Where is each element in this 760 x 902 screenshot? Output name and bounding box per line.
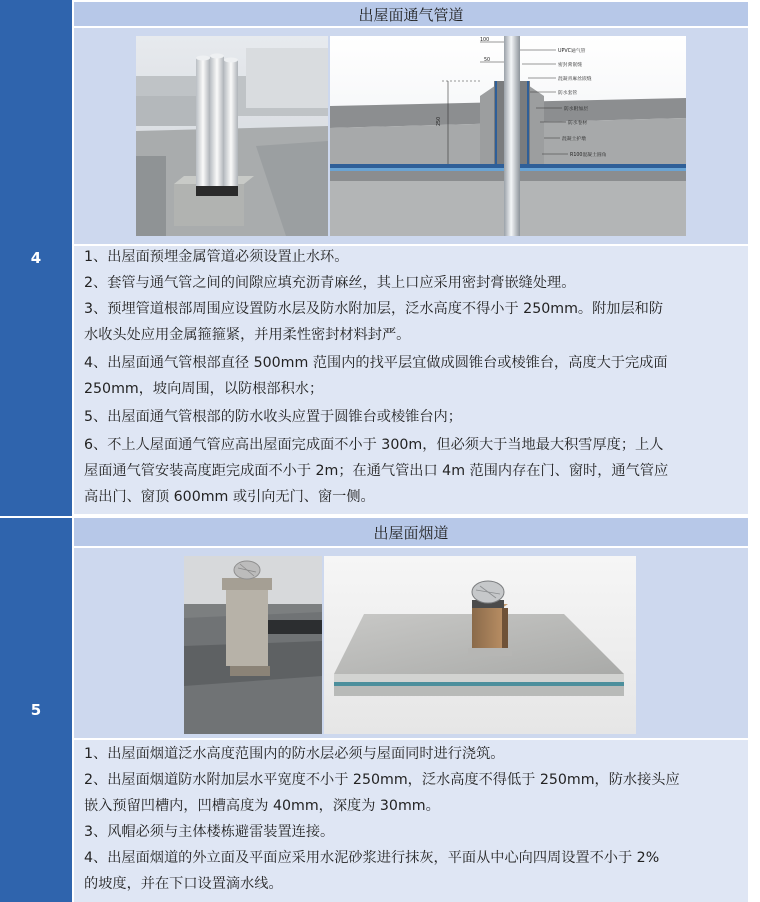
spec-text bbox=[74, 246, 748, 514]
spec-line: 2、套管与通气管之间的间隙应填充沥青麻丝，其上口应采用密封膏嵌缝处理。 bbox=[84, 275, 576, 291]
section-content bbox=[74, 0, 748, 516]
spec-line: 嵌入预留凹槽内，凹槽高度为 40mm，深度为 30mm。 bbox=[84, 798, 440, 814]
spec-line: 250mm，坡向周围，以防根部积水； bbox=[84, 381, 324, 397]
spec-line: 3、预埋管道根部周围应设置防水层及防水附加层，泛水高度不得小于 250mm。附加层和防 bbox=[84, 301, 664, 317]
dim-250: 250 bbox=[437, 116, 442, 126]
vent-pipe-section-diagram bbox=[330, 36, 686, 236]
spec-line: 高出门、窗顶 600mm 或引向无门、窗一侧。 bbox=[84, 489, 375, 505]
spec-line: 屋面通气管安装高度距完成面不小于 2m；在通气管出口 4m 范围内存在门、窗时，通气管应 bbox=[84, 463, 669, 479]
dim-50: 50 bbox=[484, 58, 491, 63]
vent-pipe-photo bbox=[136, 36, 328, 236]
spec-line: 5、出屋面通气管根部的防水收头应置于圆锥台或棱锥台内； bbox=[84, 409, 462, 425]
image-area bbox=[74, 28, 748, 244]
chimney-render bbox=[324, 556, 636, 734]
spec-line: 1、出屋面预埋金属管道必须设置止水环。 bbox=[84, 249, 349, 265]
section-content bbox=[74, 518, 748, 902]
image-area bbox=[74, 548, 748, 738]
spec-line: 6、不上人屋面通气管应高出屋面完成面不小于 300m，但必须大于当地最大积雪厚度；上人 bbox=[84, 437, 664, 453]
callout-2: 密封膏嵌缝 bbox=[558, 63, 582, 68]
spec-line: 1、出屋面烟道泛水高度范围内的防水层必须与屋面同时进行浇筑。 bbox=[84, 746, 505, 762]
callout-1: UPVC通气管 bbox=[558, 49, 586, 54]
callout-8: R100混凝土圆角 bbox=[570, 153, 607, 158]
section-title: 出屋面通气管道 bbox=[74, 2, 748, 26]
spec-line: 3、风帽必须与主体楼栋避雷装置连接。 bbox=[84, 824, 335, 840]
chimney-photo bbox=[184, 556, 322, 734]
callout-4: 防水套管 bbox=[558, 91, 578, 96]
spec-line: 4、出屋面烟道的外立面及平面应采用水泥砂浆进行抹灰，平面从中心向四周设置不小于 2% bbox=[84, 850, 660, 866]
callout-3: 混凝青麻丝嵌缝 bbox=[558, 77, 592, 82]
section-5 bbox=[0, 518, 760, 902]
spec-line: 4、出屋面通气管根部直径 500mm 范围内的找平层宜做成圆锥台或棱锥台，高度大于完成面 bbox=[84, 355, 668, 371]
callout-6: 防水卷材 bbox=[568, 121, 588, 126]
callout-5: 防水附加层 bbox=[564, 107, 588, 112]
row-number: 4 bbox=[0, 0, 72, 516]
spec-line: 的坡度，并在下口设置滴水线。 bbox=[84, 876, 283, 892]
callout-7: 混凝土护墩 bbox=[562, 137, 586, 142]
dim-100: 100 bbox=[480, 38, 490, 43]
spec-text bbox=[74, 740, 748, 902]
spec-line: 2、出屋面烟道防水附加层水平宽度不小于 250mm，泛水高度不得低于 250mm，防水接头应 bbox=[84, 772, 680, 788]
row-number: 5 bbox=[0, 518, 72, 902]
section-title: 出屋面烟道 bbox=[74, 518, 748, 546]
spec-line: 水收头处应用金属箍箍紧，并用柔性密封材料封严。 bbox=[84, 327, 411, 343]
